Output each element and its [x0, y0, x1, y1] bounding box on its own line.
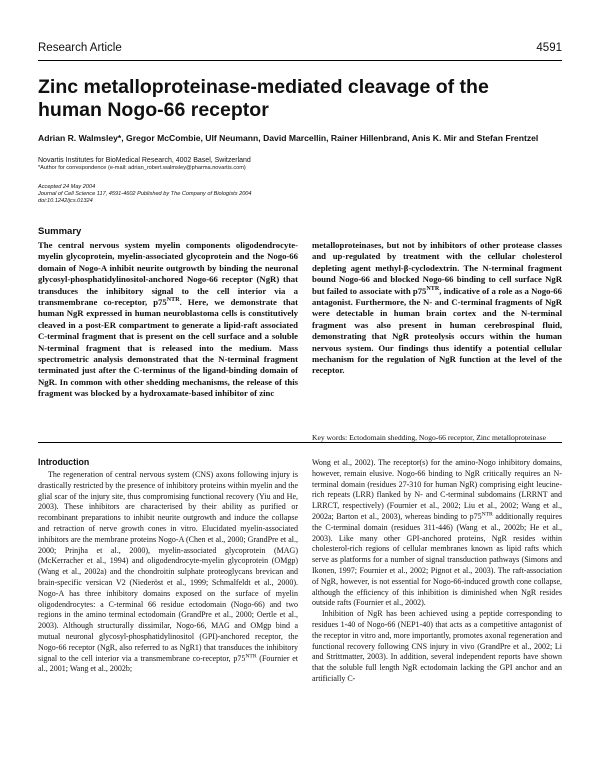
- section-rule: [38, 442, 562, 443]
- intro-column-right: [312, 458, 562, 685]
- publication-info: [38, 184, 562, 205]
- intro-left-text: The regeneration of central nervous system (CNS) axons following injury is drastically restricted by the presence of inhibitory proteins within myelin and the glial scar of the injury site, thus compromising functional recovery (Yiu and He, 2003). These inhibitors are characterised by their ability as purified or recombinant preparations to inhibit neurite outgrowth and induce the collapse and retraction of nerve growth cones in vitro. Elucidated myelin-associated inhibitors are the membrane proteins Nogo-A (Chen et al., 2000; GrandPre et al., 2000; Prinjha et al., 2000), myelin-associated glycoprotein (MAG) (McKerracher et al., 1994) and oligodendrocyte-myelin glycoprotein (OMgp) (Wang et al., 2002a) and the chondroitin sulphate proteoglycans brevican and brain-specific versican V2 (Niederöst et al., 1999; Schmalfeldt et al., 2000). Nogo-A has three inhibitory domains exposed on the surface of myelin oligodendrocytes: a C-terminal 66 residue ectodomain (Nogo-66) and two regions in the amino terminal ectodomain (GrandPre et al., 2000; Oertle et al., 2003). Although structurally dissimilar, Nogo-66, MAG and OMgp bind a mutual neuronal glycosyl-phosphatidylinositol (GPI)-anchored receptor, the Nogo-66 receptor (NgR, also referred to as NgR1) that transduces the inhibitory signal to the cell interior via a transmembrane co-receptor, p75: [38, 470, 298, 663]
- superscript: NTR: [166, 297, 180, 304]
- intro-left-text-cont: (Fournier et al., 2001; Wang et al., 2002b;: [38, 653, 298, 674]
- section-label: Research Article: [38, 42, 122, 54]
- superscript: NTR: [481, 511, 493, 518]
- summary-left-text-cont: . Here, we demonstrate that human NgR expressed in human neuroblastoma cells is constitutively cleaved in a post-ER compartment to generate a lipid-raft associated C-terminal fragment that is present on the cell surface and a soluble N-terminal fragment that is released into the medium. Mass spectrometric analysis demonstrated that the N-terminal fragment terminated just after the C-terminus of the ligand-binding domain of NgR. In common with other shedding mechanisms, the release of this fragment was blocked by a hydroxamate-based inhibitor of zinc: [38, 297, 298, 399]
- superscript: NTR: [426, 285, 440, 292]
- summary-left-text: The central nervous system myelin components oligodendrocyte-myelin glycoprotein, myelin-associated glycoprotein and the Nogo-66 domain of Nogo-A inhibit neurite outgrowth by binding the neuronal glycosyl-phosphatidylinositol-anchored Nogo-66 receptor (NgR) that transduces the inhibitory signal to the cell interior via a transmembrane co-receptor, p75: [38, 240, 298, 308]
- summary-right-text: metalloproteinases, but not by inhibitors of other protease classes and up-regulated by treatment with the cellular cholesterol depleting agent methyl-β-cyclodextrin. The N-terminal fragment bound Nogo-66 and blocked Nogo-66 binding to cell surface NgR but failed to associate with p75: [312, 240, 562, 296]
- paragraph: [38, 470, 298, 675]
- article-title: Zinc metalloproteinase-mediated cleavage of the human Nogo-66 receptor: [38, 76, 489, 121]
- intro-column-left: [38, 470, 298, 675]
- intro-right-text: Wong et al., 2002). The receptor(s) for the amino-Nogo inhibitory domains, however, remain elusive. Nogo-66 binding to NgR critically requires an N-terminal domain (residues 27-310 for human NgR) comprising eight leucine-rich repeats (LRR) flanked by N- and C-terminal subdomains (LRRNT and LRRCT, respectively) (Fournier et al., 2002; Liu et al., 2002; Wang et al., 2002a; Barton et al., 2003), whereas binding to p75: [312, 458, 562, 521]
- summary-column-left: [38, 240, 298, 400]
- affiliation: Novartis Institutes for BioMedical Research, 4002 Basel, Switzerland: [38, 157, 251, 164]
- page-number: 4591: [536, 42, 562, 54]
- paragraph: [312, 458, 562, 609]
- author-list: Adrian R. Walmsley*, Gregor McCombie, Ulf Neumann, David Marcellin, Rainer Hillenbrand, Anis K. Mir and Stefan Frentzel: [38, 133, 539, 143]
- accepted-date: Accepted 24 May 2004: [38, 184, 96, 190]
- summary-column-right: [312, 240, 562, 377]
- header-rule: [38, 60, 562, 61]
- introduction-heading: Introduction: [38, 457, 90, 467]
- summary-heading: Summary: [38, 226, 82, 237]
- superscript: NTR: [245, 652, 257, 659]
- keywords: Key words: Ectodomain shedding, Nogo-66 receptor, Zinc metalloproteinase: [312, 433, 546, 442]
- summary-right-text-cont: , indicative of a role as a Nogo-66 antagonist. Furthermore, the N- and C-terminal fragments of NgR were detectable in human brain cortex and the N-terminal fragment was also present in human cerebrospinal fluid, demonstrating that NgR proteolysis occurs within the human nervous system. Our findings thus identify a potential cellular mechanism for the regulation of NgR function at the level of the receptor.: [312, 285, 562, 376]
- running-head: [38, 42, 562, 58]
- intro-right-text-cont: additionally requires the C-terminal domain (residues 311-446) (Wang et al., 2002b; He et al., 2003). Like many other GPI-anchored proteins, NgR resides within cholesterol-rich regions of cellular membranes known as lipid rafts which serve as platforms for a number of signal transduction pathways (Simons and Ikonen, 1997; Fournier et al., 2002; Pignot et al., 2003). The raft-association of NgR, however, is not essential for Nogo-66-induced growth cone collapse, although the efficiency of this inhibition is diminished when NgR resides outside rafts (Fournier et al., 2002).: [312, 511, 562, 608]
- correspondence-note: *Author for correspondence (e-mail: adrian_robert.walmsley@pharma.novartis.com): [38, 165, 246, 171]
- paragraph: Inhibition of NgR has been achieved using a peptide corresponding to residues 1-40 of Nogo-66 (NEP1-40) that acts as a competitive antagonist of the receptor in vitro and, more importantly, promotes axonal regeneration and functional recovery following CNS injury in vivo (GrandPre et al., 2002; Li and Strittmatter, 2003). In addition, several independent reports have shown that the soluble full length NgR ectodomain lacking the GPI anchor and an artificially C-: [312, 609, 562, 683]
- doi: doi:10.1242/jcs.01324: [38, 198, 93, 204]
- journal-citation: Journal of Cell Science 117, 4591-4602 Published by The Company of Biologists 2004: [38, 191, 252, 197]
